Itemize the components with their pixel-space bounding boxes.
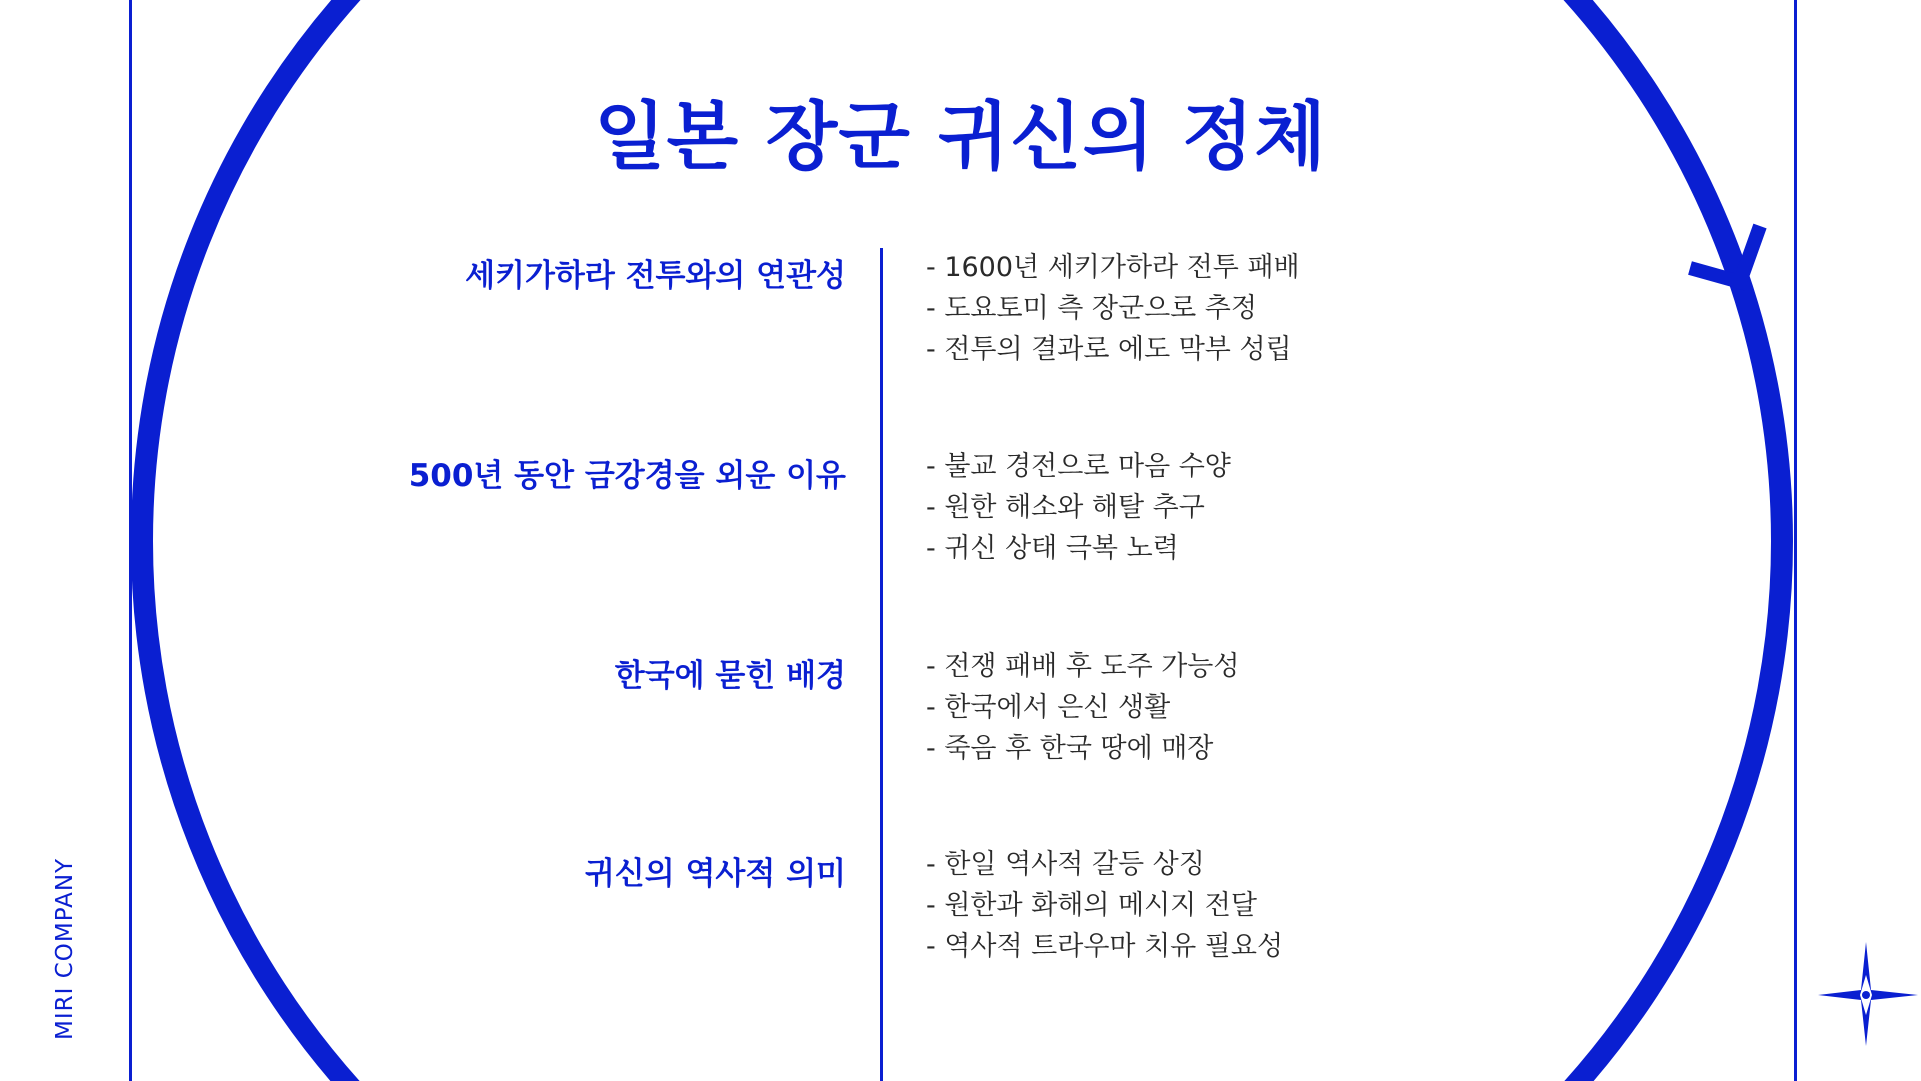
list-item: - 한국에서 은신 생활 [926, 692, 1171, 723]
list-item: - 원한과 화해의 메시지 전달 [926, 890, 1257, 921]
section-list [926, 247, 1300, 370]
brand-label: MIRI COMPANY [52, 857, 78, 1040]
list-item: - 도요토미 측 장군으로 추정 [926, 293, 1257, 324]
list-item: - 역사적 트라우마 치유 필요성 [926, 931, 1284, 962]
four-point-star-icon [1818, 942, 1918, 1046]
list-item: - 한일 역사적 갈등 상징 [926, 849, 1205, 880]
section-heading: 한국에 묻힌 배경 [614, 658, 846, 694]
section-list [926, 446, 1231, 569]
section-list [926, 646, 1239, 769]
list-item: - 불교 경전으로 마음 수양 [926, 451, 1231, 482]
list-item: - 죽음 후 한국 땅에 매장 [926, 733, 1214, 764]
section-list [926, 844, 1283, 967]
list-item: - 1600년 세키가하라 전투 패배 [926, 252, 1300, 283]
center-divider-line [880, 248, 883, 1081]
list-item: - 귀신 상태 극복 노력 [926, 533, 1179, 564]
section-heading: 세키가하라 전투와의 연관성 [465, 258, 846, 294]
section-heading: 500년 동안 금강경을 외운 이유 [408, 458, 846, 494]
section-heading: 귀신의 역사적 의미 [584, 856, 846, 892]
list-item: - 전쟁 패배 후 도주 가능성 [926, 651, 1240, 682]
list-item: - 원한 해소와 해탈 추구 [926, 492, 1205, 523]
page-title: 일본 장군 귀신의 정체 [594, 94, 1327, 180]
list-item: - 전투의 결과로 에도 막부 성립 [926, 334, 1292, 365]
